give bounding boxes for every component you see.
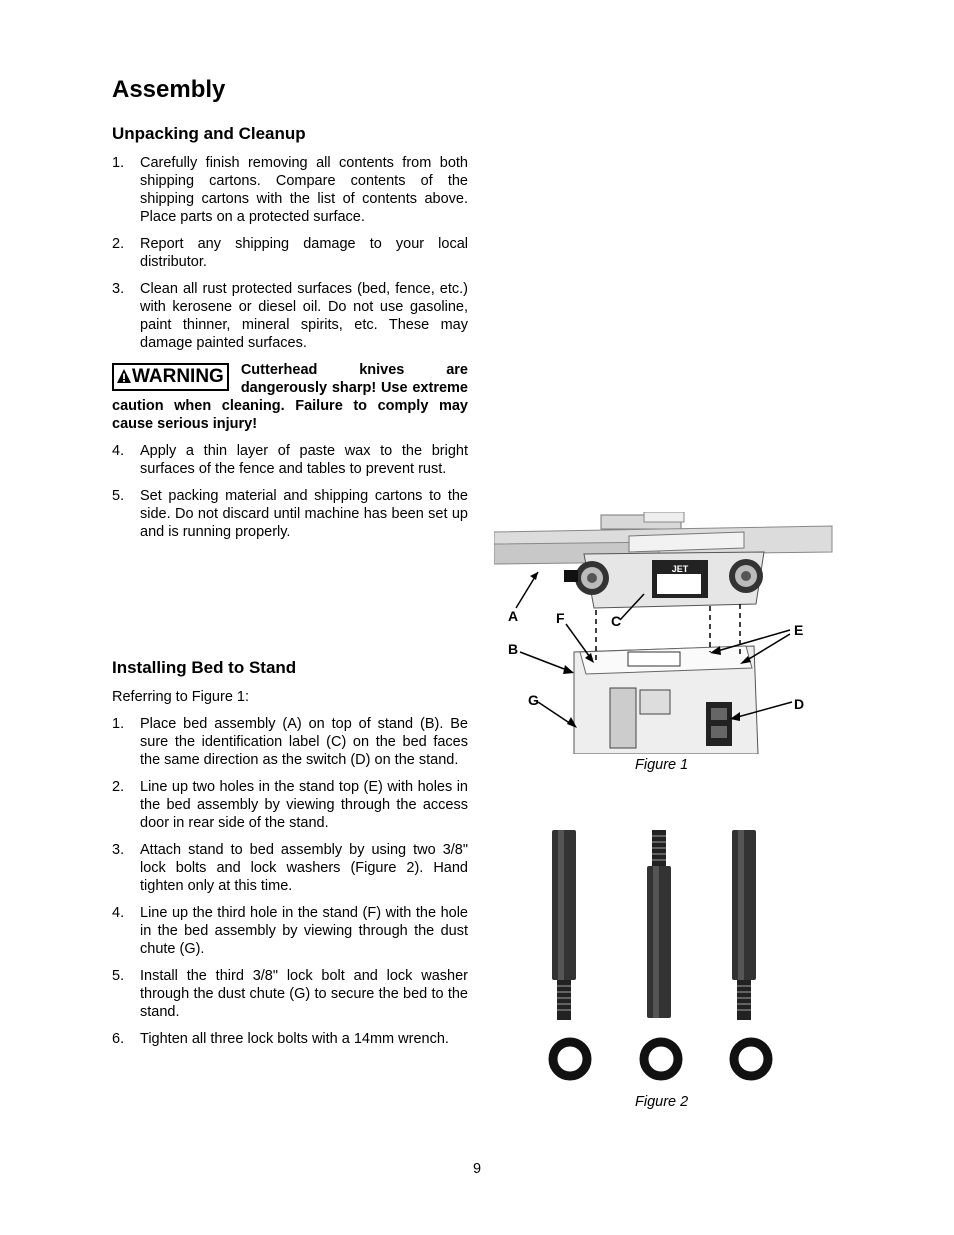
lock-bolt [732, 830, 756, 1020]
warning-text: Cutterhead knives are dangerously sharp! Use extreme caution when cleaning. Failure to comply may cause serious injury! [112, 362, 468, 432]
item-text: Place bed assembly (A) on top of stand (B). Be sure the identification label (C) on the bed faces the same direction as the switch (D) on the stand. [140, 716, 468, 768]
item-number: 2. [112, 236, 125, 252]
item-number: 3. [112, 842, 125, 858]
list-item [112, 778, 468, 832]
list-item [112, 1030, 468, 1048]
label-g: G [528, 692, 539, 708]
intro-text: Referring to Figure 1: [112, 689, 250, 705]
page-number: 9 [472, 1161, 482, 1177]
list-item [112, 442, 468, 478]
list-item [112, 904, 468, 958]
list-item [112, 487, 468, 541]
item-number: 5. [112, 968, 125, 984]
list-item [112, 154, 468, 226]
label-c: C [611, 613, 622, 629]
label-a: A [508, 608, 519, 624]
item-number: 2. [112, 779, 125, 795]
item-number: 5. [112, 488, 125, 504]
item-number: 1. [112, 716, 125, 732]
item-text: Line up two holes in the stand top (E) with holes in the bed assembly by viewing through the access door in rear side of the stand. [140, 779, 468, 831]
label-f: F [556, 610, 565, 626]
installing-steps [112, 688, 468, 1057]
item-text: Install the third 3/8" lock bolt and lock washer through the dust chute (G) to secure the bed to the stand. [140, 968, 468, 1020]
item-text: Carefully finish removing all contents from both shipping cartons. Compare contents of the shipping cartons with the list of contents above. Place parts on a protected surface. [140, 155, 468, 225]
item-text: Apply a thin layer of paste wax to the bright surfaces of the fence and tables to prevent rust. [140, 443, 468, 477]
figure-1-caption: Figure 1 [635, 757, 689, 773]
list-item [112, 235, 468, 271]
jet-brand-label: JET [671, 564, 689, 574]
warning-label: WARNING [132, 366, 224, 387]
list-item [112, 715, 468, 769]
item-text: Tighten all three lock bolts with a 14mm wrench. [140, 1031, 449, 1047]
item-number: 4. [112, 443, 125, 459]
warning-triangle-icon [116, 368, 132, 384]
item-text: Attach stand to bed assembly by using two 3/8" lock bolts and lock washers (Figure 2). Hand tighten only at this time. [140, 842, 468, 894]
list-item [112, 967, 468, 1021]
page-title: Assembly [112, 76, 226, 103]
section-heading-installing: Installing Bed to Stand [112, 658, 297, 677]
lock-bolt [647, 830, 671, 1018]
item-text: Report any shipping damage to your local distributor. [140, 236, 468, 270]
label-e: E [794, 622, 804, 638]
item-number: 1. [112, 155, 125, 171]
lock-bolt [552, 830, 576, 1020]
item-text: Clean all rust protected surfaces (bed, fence, etc.) with kerosene or diesel oil. Do not use gasoline, paint thinner, mineral spirits, etc. These may damage painted surfaces. [140, 281, 468, 351]
item-number: 4. [112, 905, 125, 921]
lock-washer [644, 1042, 678, 1076]
list-item [112, 280, 468, 352]
item-text: Set packing material and shipping cartons to the side. Do not discard until machine has been set up and is running properly. [140, 488, 468, 540]
unpacking-steps [112, 154, 468, 550]
item-number: 3. [112, 281, 125, 297]
section-heading-unpacking: Unpacking and Cleanup [112, 124, 306, 143]
figure-1-jointer-photo [494, 512, 834, 754]
figure-2-bolts-photo [540, 826, 780, 1086]
lock-washer [734, 1042, 768, 1076]
warning-notice [112, 361, 468, 433]
item-text: Line up the third hole in the stand (F) with the hole in the bed assembly by viewing through the dust chute (G). [140, 905, 468, 957]
warning-badge [112, 363, 229, 391]
list-item [112, 841, 468, 895]
figure-2-caption: Figure 2 [635, 1094, 689, 1110]
label-b: B [508, 641, 519, 657]
label-d: D [794, 696, 805, 712]
item-number: 6. [112, 1031, 125, 1047]
lock-washer [553, 1042, 587, 1076]
